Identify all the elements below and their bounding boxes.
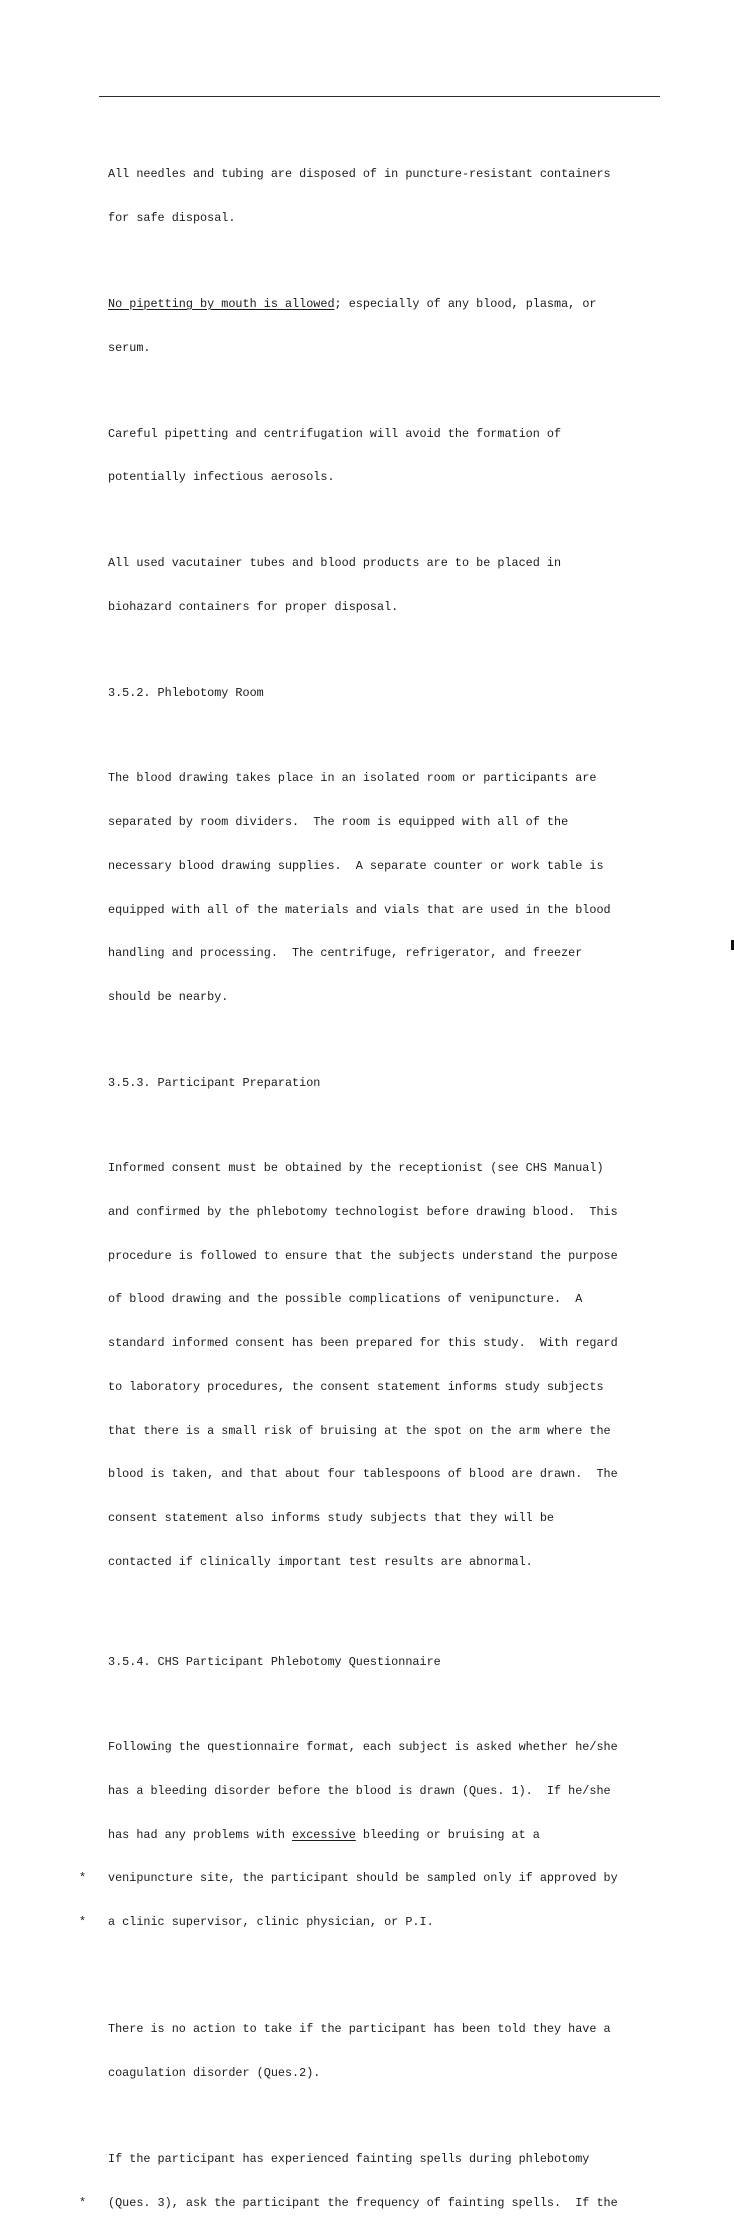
text-line: biohazard containers for proper disposal. — [108, 600, 399, 615]
section-heading: 3.5.4. CHS Participant Phlebotomy Questionnaire — [108, 1655, 441, 1669]
text-line: If the participant has experienced fainting spells during phlebotomy — [108, 2151, 590, 2166]
text-line — [108, 1828, 668, 1843]
paragraph-coagulation-disorder — [108, 1993, 668, 2110]
text-line: of blood drawing and the possible complications of venipuncture. A — [108, 1292, 583, 1307]
text-line — [79, 2195, 668, 2211]
text-line — [79, 1915, 668, 1930]
revision-asterisk: * — [79, 2195, 87, 2210]
section-heading-phlebotomy-room — [108, 657, 668, 730]
text-line: consent statement also informs study subjects that they will be — [108, 1511, 554, 1526]
section-heading: 3.5.3. Participant Preparation — [108, 1076, 321, 1091]
text-line: standard informed consent has been prepared for this study. With regard — [108, 1336, 618, 1351]
paragraph-phlebotomy-room — [108, 742, 668, 1034]
paragraph-careful-pipetting — [108, 398, 668, 515]
text-line: necessary blood drawing supplies. A separate counter or work table is — [108, 858, 604, 873]
underlined-emphasis: excessive — [292, 1827, 356, 1842]
text-fragment: a clinic supervisor, clinic physician, or P.I. — [108, 1915, 434, 1930]
text-fragment: (Ques. 3), ask the participant the frequency of fainting spells. If the — [108, 2195, 618, 2210]
paragraph-fainting-spells — [79, 2123, 668, 2239]
paragraph-participant-preparation — [108, 1132, 668, 1599]
underlined-emphasis: No pipetting by mouth is allowed — [108, 296, 335, 311]
text-line: equipped with all of the materials and vials that are used in the blood — [108, 902, 611, 917]
revision-asterisk: * — [79, 1915, 87, 1930]
text-line: Informed consent must be obtained by the receptionist (see CHS Manual) — [108, 1161, 604, 1175]
paragraph-vacutainer-disposal — [108, 527, 668, 644]
text-line: should be nearby. — [108, 990, 229, 1005]
text-fragment: has had any problems with — [108, 1827, 293, 1842]
text-line: coagulation disorder (Ques.2). — [108, 2065, 321, 2080]
text-line: serum. — [108, 340, 151, 355]
text-line — [79, 1871, 668, 1886]
text-line: that there is a small risk of bruising at the spot on the arm where the — [108, 1423, 611, 1438]
text-line: The blood drawing takes place in an isolated room or participants are — [108, 771, 597, 786]
text-line: There is no action to take if the participant has been told they have a — [108, 2022, 611, 2037]
header-rule — [99, 96, 660, 97]
text-line: contacted if clinically important test results are abnormal. — [108, 1555, 533, 1570]
text-line: potentially infectious aerosols. — [108, 470, 335, 485]
section-heading-phlebotomy-questionnaire — [108, 1626, 668, 1699]
text-line: separated by room dividers. The room is equipped with all of the — [108, 814, 569, 829]
text-line — [108, 297, 668, 312]
paragraph-questionnaire-bleeding — [79, 1711, 668, 1959]
text-fragment: venipuncture site, the participant should be sampled only if approved by — [108, 1871, 618, 1886]
document-body — [79, 138, 668, 2239]
text-line: procedure is followed to ensure that the subjects understand the purpose — [108, 1248, 618, 1263]
text-line: to laboratory procedures, the consent statement informs study subjects — [108, 1379, 604, 1394]
text-fragment: ; especially of any blood, plasma, or — [334, 296, 597, 311]
text-line: Careful pipetting and centrifugation will avoid the formation of — [108, 426, 562, 441]
text-line: has a bleeding disorder before the blood is drawn (Ques. 1). If he/she — [108, 1783, 611, 1798]
text-line: handling and processing. The centrifuge, refrigerator, and freezer — [108, 946, 583, 961]
text-line: All needles and tubing are disposed of in puncture-resistant containers — [108, 167, 611, 182]
text-line: All used vacutainer tubes and blood products are to be placed in — [108, 556, 562, 571]
paragraph-no-mouth-pipetting — [108, 268, 668, 385]
text-line: blood is taken, and that about four tablespoons of blood are drawn. The — [108, 1467, 618, 1482]
text-line: Following the questionnaire format, each subject is asked whether he/she — [108, 1739, 618, 1754]
section-heading-participant-preparation — [108, 1047, 668, 1120]
revision-asterisk: * — [79, 1871, 87, 1886]
paragraph-sharps-disposal — [108, 138, 668, 255]
section-heading: 3.5.2. Phlebotomy Room — [108, 686, 264, 701]
text-line: and confirmed by the phlebotomy technologist before drawing blood. This — [108, 1204, 618, 1219]
text-fragment: bleeding or bruising at a — [355, 1827, 540, 1842]
text-line: for safe disposal. — [108, 210, 236, 225]
